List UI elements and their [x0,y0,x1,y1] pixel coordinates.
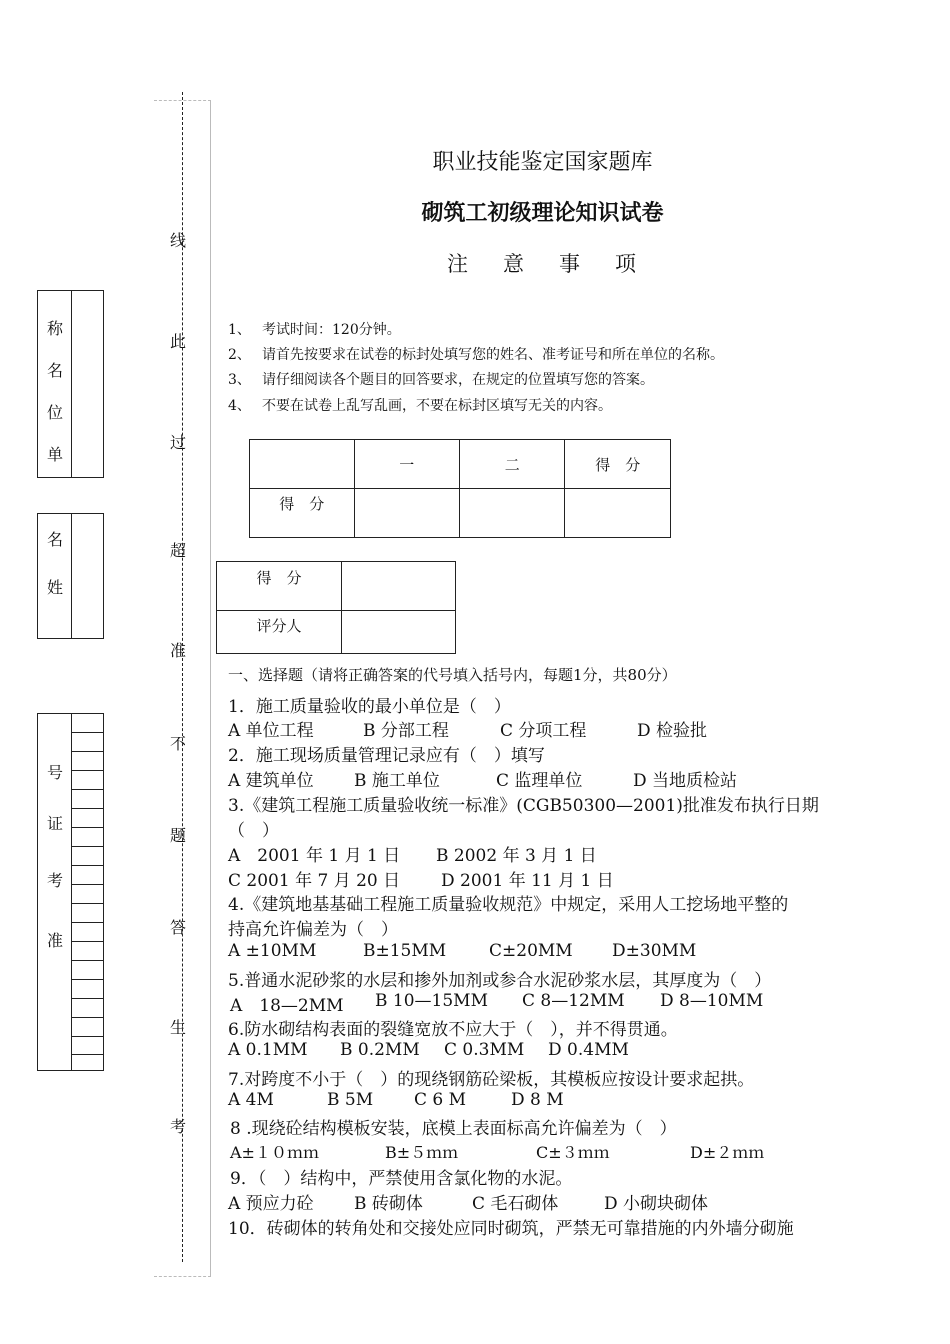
option-c[interactable]: C 2001 年 7 月 20 日 [228,871,401,891]
box-label: 号 [46,763,63,782]
option-c[interactable]: C±20MM [489,941,573,961]
option-a[interactable]: A 0.1MM [228,1040,308,1060]
notice-heading-char: 事 [559,252,580,276]
question-5: 5.普通水泥砂浆的水层和掺外加剂或参合水泥砂浆水层，其厚度为（ ） [228,971,772,991]
option-d[interactable]: D 0.4MM [548,1040,629,1060]
box-divider [71,291,72,477]
grader-name-label: 评分人 [217,611,342,654]
option-c[interactable]: C 毛石砌体 [472,1194,559,1214]
id-digit-cell [71,998,103,999]
id-digit-cell [71,827,103,828]
box-divider [71,514,72,638]
id-digit-cell [71,884,103,885]
margin-char: 线 [170,231,187,250]
question-10: 10．砖砌体的转角处和交接处应同时砌筑，严禁无可靠措施的内外墙分砌施 [228,1219,794,1239]
notice-number: 3、 [228,372,251,388]
option-a[interactable]: A 预应力砼 [228,1194,314,1214]
box-label: 名 [46,530,63,549]
option-b[interactable]: B 0.2MM [340,1040,420,1060]
option-b[interactable]: B 分部工程 [363,721,449,741]
notice-text: 不要在试卷上乱写乱画，不要在标封区填写无关的内容。 [262,398,612,414]
id-digit-cell [71,846,103,847]
option-d[interactable]: D 检验批 [637,721,708,741]
box-label: 证 [46,814,63,833]
notice-number: 4、 [228,398,251,414]
id-digit-cell [71,979,103,980]
score-header-cell [250,440,355,489]
margin-char: 此 [170,332,187,351]
exam-bank-title: 职业技能鉴定国家题库 [432,150,653,175]
option-a[interactable]: A 2001 年 1 月 1 日 [228,846,401,866]
unit-name-box[interactable] [37,290,104,478]
option-d[interactable]: D 小砌块砌体 [604,1194,709,1214]
name-box[interactable] [37,513,104,639]
notice-number: 1、 [228,322,251,338]
margin-char: 准 [170,641,187,660]
score-input-cell[interactable] [354,489,459,538]
notice-heading-char: 意 [503,252,524,276]
margin-char: 题 [170,826,187,845]
notice-text: 请首先按要求在试卷的标封处填写您的姓名、准考证号和所在单位的名称。 [262,347,724,363]
id-digit-cell [71,960,103,961]
option-d[interactable]: D 当地质检站 [633,771,738,791]
option-b[interactable]: B±５ｍｍ [385,1143,459,1162]
option-c[interactable]: C 0.3MM [444,1040,525,1060]
box-label: 位 [46,403,63,422]
notice-heading-char: 注 [447,252,468,276]
option-d[interactable]: D 8 M [511,1090,564,1110]
option-a[interactable]: A±１０ｍｍ [230,1143,319,1162]
option-b[interactable]: B 2002 年 3 月 1 日 [436,846,597,866]
grader-score-label: 得 分 [217,562,342,611]
id-digit-cell [71,751,103,752]
notice-item [228,319,401,339]
exam-paper-title: 砌筑工初级理论知识试卷 [421,200,664,226]
id-digit-cell [71,789,103,790]
id-digit-cell [71,922,103,923]
score-input-cell[interactable] [565,489,671,538]
section-heading: 一、选择题（请将正确答案的代号填入括号内，每题1分，共80分） [228,666,677,684]
box-label: 单 [46,445,63,464]
grader-name-cell[interactable] [342,611,456,654]
margin-char: 生 [170,1018,187,1037]
option-a[interactable]: A 4M [228,1090,274,1110]
question-1: 1．施工质量验收的最小单位是（ ） [228,697,511,717]
notice-item [228,369,654,389]
notice-text: 请仔细阅读各个题目的回答要求，在规定的位置填写您的答案。 [262,372,654,388]
question-6: 6.防水砌结构表面的裂缝宽放不应大于（ ），并不得贯通。 [228,1020,678,1040]
option-c[interactable]: C 分项工程 [500,721,587,741]
option-b[interactable]: B 5M [327,1090,374,1110]
option-d[interactable]: D 2001 年 11 月 1 日 [441,871,614,891]
score-header-cell: 二 [459,440,564,489]
id-digit-cell [71,941,103,942]
box-label: 名 [46,361,63,380]
notice-text: 考试时间：120分钟。 [262,322,401,338]
option-a[interactable]: A 建筑单位 [228,771,314,791]
grader-score-cell[interactable] [342,562,456,611]
id-digit-cell [71,903,103,904]
notice-item [228,344,724,364]
option-d[interactable]: D±２ｍｍ [690,1143,765,1162]
margin-char: 过 [170,433,187,452]
option-c[interactable]: C 8—12MM [522,991,625,1011]
id-digit-cell [71,865,103,866]
option-b[interactable]: B 砖砌体 [354,1194,423,1214]
option-b[interactable]: B 10—15MM [375,991,488,1011]
score-header-cell: 一 [354,440,459,489]
question-8: 8 .现绕砼结构模板安装，底模上表面标高允许偏差为（ ） [230,1119,677,1139]
box-label: 姓 [46,578,63,597]
grader-table [216,561,456,654]
question-4-continued: 持高允许偏差为（ ） [228,920,398,940]
option-d[interactable]: D 8—10MM [660,991,764,1011]
option-a[interactable]: A 单位工程 [228,721,314,741]
notice-item [228,395,612,415]
option-c[interactable]: C 监理单位 [496,771,583,791]
option-c[interactable]: C 6 M [414,1090,467,1110]
notice-number: 2、 [228,347,251,363]
option-a[interactable]: A 18—2MM [230,996,344,1016]
option-d[interactable]: D±30MM [612,941,697,961]
option-c[interactable]: C±３ｍｍ [536,1143,610,1162]
id-digit-cell [71,732,103,733]
score-input-cell[interactable] [459,489,564,538]
id-digit-cell [71,1036,103,1037]
box-label: 称 [46,319,63,338]
question-9: 9．（ ）结构中，严禁使用含氯化物的水泥。 [230,1169,573,1189]
margin-char: 考 [170,1117,187,1136]
id-digit-cell [71,1017,103,1018]
margin-char: 超 [170,541,187,560]
margin-char: 不 [170,734,187,753]
id-digit-cell [71,1054,103,1055]
notice-heading-char: 项 [615,252,636,276]
score-summary-table [249,439,671,538]
seal-cut-line [182,92,183,1262]
question-7: 7.对跨度不小于（ ）的现绕钢筋砼梁板，其模板应按设计要求起拱。 [228,1070,755,1090]
score-row-label: 得 分 [250,489,355,538]
id-digit-cell [71,808,103,809]
margin-char: 答 [170,918,187,937]
question-3-continued: （ ） [228,821,279,841]
question-2: 2．施工现场质量管理记录应有（ ）填写 [228,746,545,766]
option-b[interactable]: B 施工单位 [354,771,440,791]
question-3: 3.《建筑工程施工质量验收统一标准》(CGB50300—2001)批准发布执行日期 [228,796,819,816]
box-label: 准 [46,931,63,950]
option-b[interactable]: B±15MM [363,941,447,961]
exam-id-box[interactable] [37,713,104,1071]
notice-heading [447,248,671,278]
box-label: 考 [46,871,63,890]
option-a[interactable]: A ±10MM [228,941,317,961]
score-header-cell: 得 分 [565,440,671,489]
id-digit-cell [71,770,103,771]
question-4: 4.《建筑地基基础工程施工质量验收规范》中规定，采用人工挖场地平整的 [228,895,789,915]
